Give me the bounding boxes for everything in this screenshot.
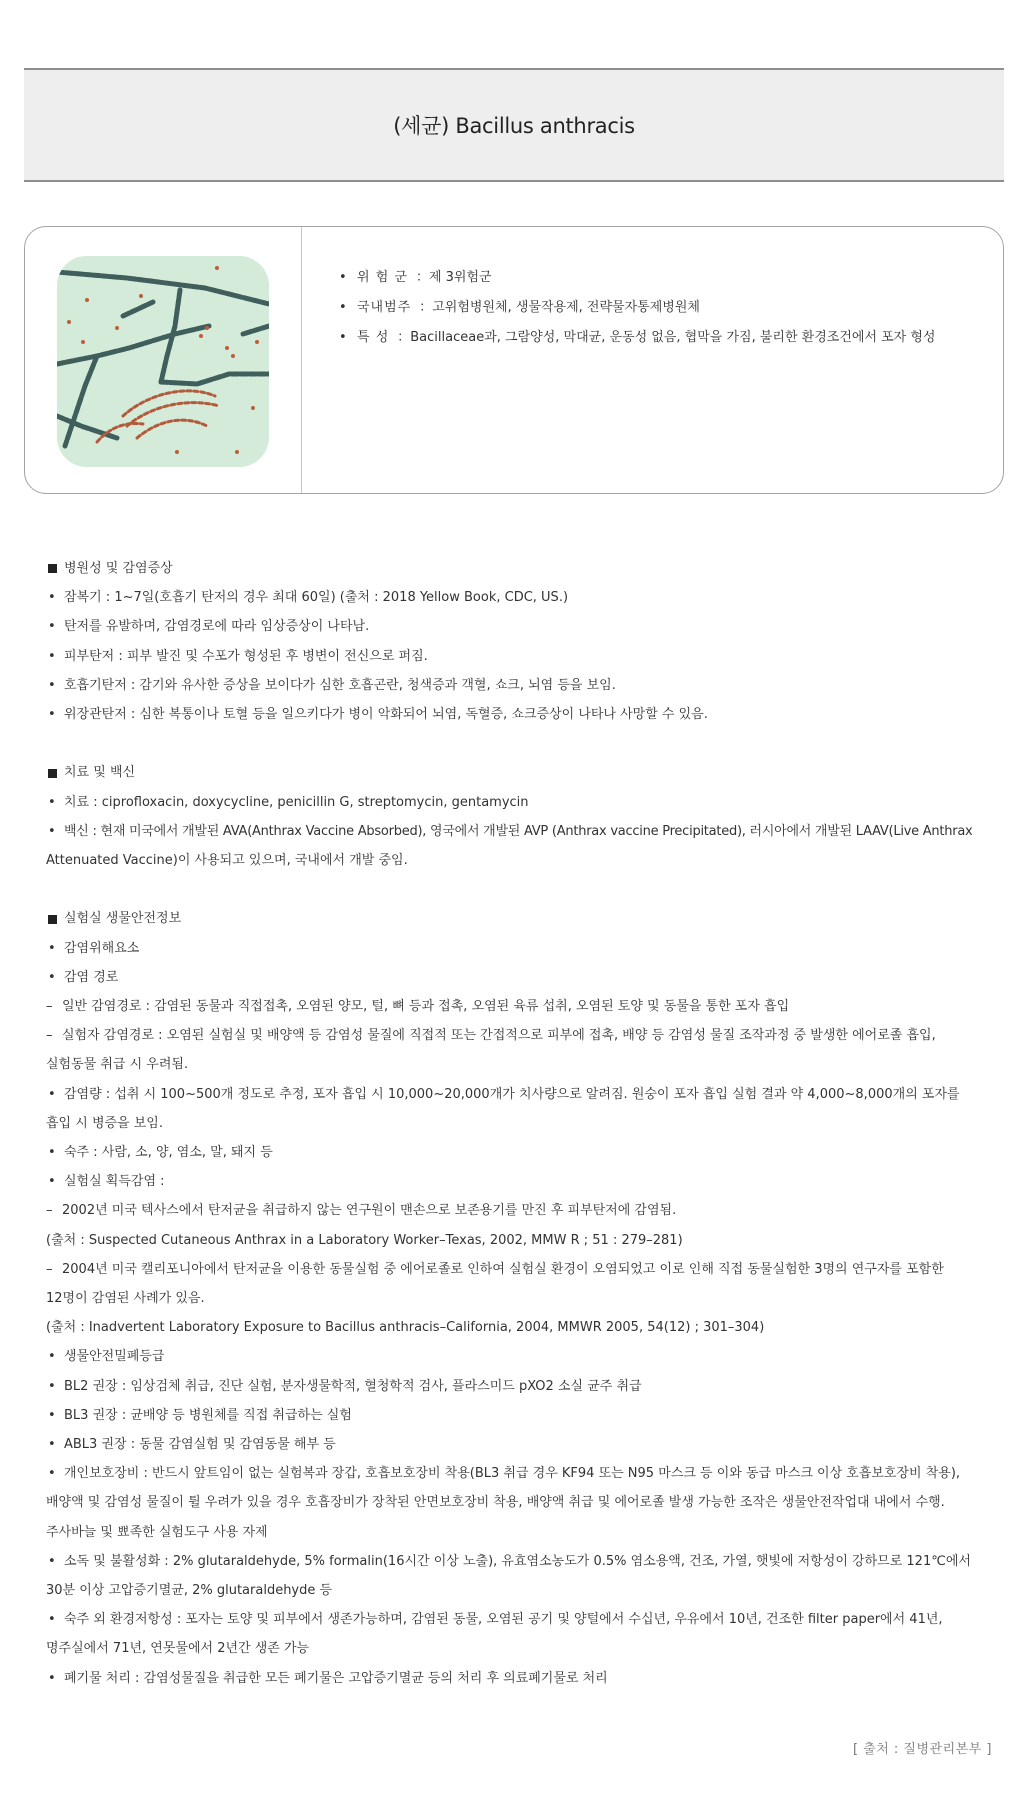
square-bullet-icon bbox=[48, 564, 57, 573]
list-item: • BL3 권장 : 균배양 등 병원체를 직접 취급하는 실험 bbox=[48, 1407, 352, 1423]
list-item: • BL2 권장 : 임상검체 취급, 진단 실험, 분자생물학적, 혈청학적 검사, 플라스미드 pXO2 소실 균주 취급 bbox=[48, 1378, 642, 1394]
list-item: • 탄저를 유발하며, 감염경로에 따라 임상증상이 나타남. bbox=[48, 619, 370, 635]
fact-risk-group: • 위 험 군 ：제 3위험군 bbox=[339, 270, 492, 285]
section-heading-lab-safety: 실험실 생물안전정보 bbox=[44, 904, 999, 933]
list-item-continuation: 실험동물 취급 시 우려됨. bbox=[46, 1057, 189, 1073]
list-item-continuation: 주사바늘 및 뾰족한 실험도구 사용 자제 bbox=[46, 1524, 268, 1540]
fact-characteristics: • 특 성 ：Bacillaceae과, 그람양성, 막대균, 운동성 없음, 협막을 가짐, 불리한 환경조건에서 포자 형성 bbox=[339, 330, 936, 345]
list-item: • 잠복기 : 1~7일(호흡기 탄저의 경우 최대 60일) (출처 : 2018 Yellow Book, CDC, US.) bbox=[48, 590, 569, 606]
list-item: – 2004년 미국 캘리포니아에서 탄저균을 이용한 동물실험 중 에어로졸로 인하여 실험실 환경이 오염되었고 이로 인해 직접 동물실험한 3명의 연구자를 포함한 bbox=[46, 1261, 944, 1277]
content-body bbox=[44, 554, 999, 1693]
list-item: • 실험실 획득감염 : bbox=[48, 1174, 165, 1190]
bacillus-micrograph bbox=[57, 256, 269, 467]
fact-domestic-category: • 국내범주 ：고위험병원체, 생물작용제, 전략물자통제병원체 bbox=[339, 300, 700, 315]
list-item: • 숙주 외 환경저항성 : 포자는 토양 및 피부에서 생존가능하며, 감염된 동물, 오염된 공기 및 양털에서 수십년, 우유에서 10년, 건조한 filter paper에서 41년, bbox=[48, 1612, 943, 1628]
list-item: – 일반 감염경로 : 감염된 동물과 직접접촉, 오염된 양모, 털, 뼈 등과 접촉, 오염된 육류 섭취, 오염된 토양 및 동물을 통한 포자 흡입 bbox=[46, 999, 790, 1015]
list-item: • 개인보호장비 : 반드시 앞트임이 없는 실험복과 장갑, 호흡보호장비 착용(BL3 취급 경우 KF94 또는 N95 마스크 등 이와 동급 마스크 이상 호흡보호장비 착용), bbox=[48, 1466, 961, 1482]
list-item-continuation: 명주실에서 71년, 연못물에서 2년간 생존 가능 bbox=[46, 1641, 310, 1657]
list-item: • 감염량 : 섭취 시 100~500개 정도로 추정, 포자 흡입 시 10,000~20,000개가 치사량으로 알려짐. 원숭이 포자 흡입 실험 결과 약 4,000~8,000개의 포자를 bbox=[48, 1086, 960, 1102]
lab-safety-list bbox=[44, 934, 999, 1693]
title-band bbox=[24, 68, 1004, 182]
source-credit: [ 출처 : 질병관리본부 ] bbox=[852, 1742, 992, 1757]
list-item: • 감염 경로 bbox=[48, 969, 119, 985]
list-item-continuation: 배양액 및 감염성 물질이 튈 우려가 있을 경우 호흡장비가 장착된 안면보호장비 착용, 배양액 취급 및 에어로졸 발생 가능한 조작은 생물안전작업대 내에서 수행. bbox=[46, 1495, 945, 1511]
info-card bbox=[24, 226, 1004, 494]
list-item-continuation: 흡입 시 병증을 보임. bbox=[46, 1115, 163, 1131]
card-facts bbox=[339, 263, 983, 353]
list-item: • 숙주 : 사람, 소, 양, 염소, 말, 돼지 등 bbox=[48, 1145, 273, 1161]
list-item: • ABL3 권장 : 동물 감염실험 및 감염동물 해부 등 bbox=[48, 1437, 336, 1453]
card-image-panel bbox=[25, 227, 302, 493]
section-heading-treatment: 치료 및 백신 bbox=[44, 758, 999, 787]
section-heading-pathogenicity: 병원성 및 감염증상 bbox=[44, 554, 999, 583]
list-item: • 피부탄저 : 피부 발진 및 수포가 형성된 후 병변이 전신으로 퍼짐. bbox=[48, 648, 428, 664]
list-item-continuation: 30분 이상 고압증기멸균, 2% glutaraldehyde 등 bbox=[46, 1583, 333, 1599]
list-item: • 호흡기탄저 : 감기와 유사한 증상을 보이다가 심한 호흡곤란, 청색증과 객혈, 쇼크, 뇌염 등을 보임. bbox=[48, 677, 616, 693]
list-item: • 감염위해요소 bbox=[48, 940, 140, 956]
list-item: • 위장관탄저 : 심한 복통이나 토혈 등을 일으키다가 병이 악화되어 뇌염, 독혈증, 쇼크증상이 나타나 사망할 수 있음. bbox=[48, 707, 708, 723]
list-item-continuation: Attenuated Vaccine)이 사용되고 있으며, 국내에서 개발 중임. bbox=[46, 853, 408, 869]
square-bullet-icon bbox=[48, 769, 57, 778]
list-item-continuation: (출처 : Suspected Cutaneous Anthrax in a Laboratory Worker–Texas, 2002, MMW R ; 51 : 279–281) bbox=[46, 1232, 683, 1248]
list-item-continuation: 12명이 감염된 사례가 있음. bbox=[46, 1291, 205, 1307]
list-item: – 실험자 감염경로 : 오염된 실험실 및 배양액 등 감염성 물질에 직접적 또는 간접적으로 피부에 접촉, 배양 등 감염성 물질 조작과정 중 발생한 에어로졸 흡입, bbox=[46, 1028, 936, 1044]
list-item-continuation: (출처 : Inadvertent Laboratory Exposure to Bacillus anthracis–California, 2004, MMWR 2005, 54(12) ; 301–304) bbox=[46, 1320, 765, 1336]
list-item: • 폐기물 처리 : 감염성물질을 취급한 모든 폐기물은 고압증기멸균 등의 처리 후 의료폐기물로 처리 bbox=[48, 1670, 608, 1686]
list-item: • 생물안전밀폐등급 bbox=[48, 1349, 165, 1365]
list-item: • 소독 및 불활성화 : 2% glutaraldehyde, 5% formalin(16시간 이상 노출), 유효염소농도가 0.5% 염소용액, 건조, 가열, 햇빛에 저항성이 강하므로 121℃에서 bbox=[48, 1553, 971, 1569]
list-item: • 치료 : ciprofloxacin, doxycycline, penicillin G, streptomycin, gentamycin bbox=[48, 794, 529, 810]
list-item: • 백신 : 현재 미국에서 개발된 AVA(Anthrax Vaccine Absorbed), 영국에서 개발된 AVP (Anthrax vaccine Precipitated), 러시아에서 개발된 LAAV(Live Anthrax bbox=[48, 823, 973, 839]
list-item: – 2002년 미국 텍사스에서 탄저균을 취급하지 않는 연구원이 맨손으로 보존용기를 만진 후 피부탄저에 감염됨. bbox=[46, 1203, 677, 1219]
square-bullet-icon bbox=[48, 915, 57, 924]
page-title: (세균) Bacillus anthracis bbox=[393, 114, 635, 138]
